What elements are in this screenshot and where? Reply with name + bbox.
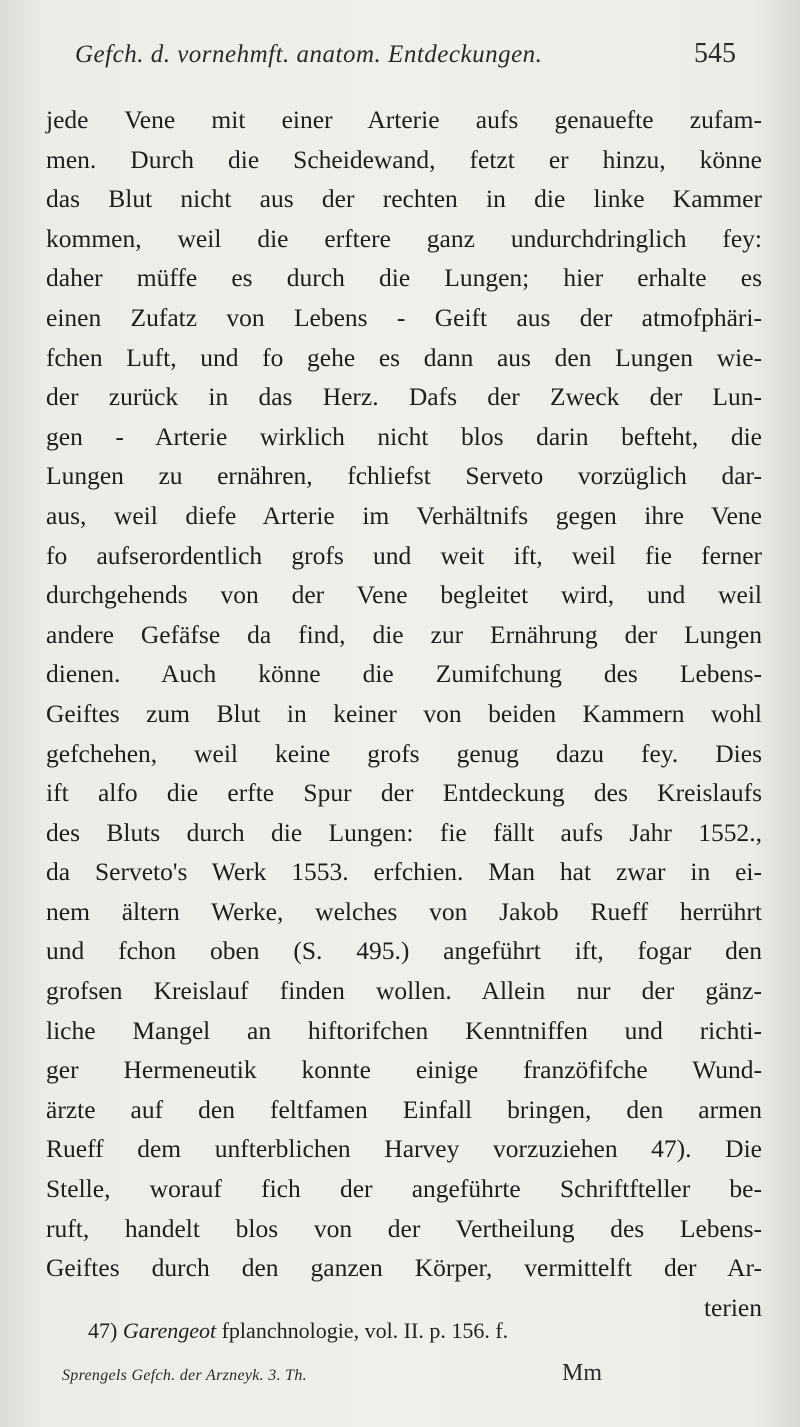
text-line: das Blut nicht aus der rechten in die linke Kammer [46, 184, 762, 214]
footnote-text: fplanchnologie, vol. II. p. 156. f. [221, 1318, 509, 1343]
text-line: einen Zufatz von Lebens - Geift aus der atmofphäri- [46, 302, 762, 332]
text-line: dienen. Auch könne die Zumifchung des Lebens- [46, 659, 762, 689]
footnote-author: Garengeot [122, 1318, 217, 1343]
text-line: ift alfo die erfte Spur der Entdeckung des Kreislaufs [46, 778, 762, 808]
running-head: Gefch. d. vornehmft. anatom. Entdeckungen. [75, 41, 543, 68]
text-line: andere Gefäfse da find, die zur Ernährung der Lungen [46, 619, 762, 649]
sheet-signature: Sprengels Gefch. der Arzneyk. 3. Th. [62, 1367, 307, 1384]
text-line: fchen Luft, und fo gehe es dann aus den Lungen wie- [46, 342, 762, 372]
page-number: 545 [694, 38, 736, 69]
page-header [75, 38, 736, 78]
text-line: kommen, weil die erftere ganz undurchdringlich fey: [46, 223, 762, 253]
text-line: des Bluts durch die Lungen: fie fällt aufs Jahr 1552., [46, 817, 762, 847]
text-line: da Serveto's Werk 1553. erfchien. Man hat zwar in ei- [46, 857, 762, 887]
footnote-number: 47) [88, 1318, 118, 1343]
text-line: Stelle, worauf fich der angeführte Schriftfteller be- [46, 1174, 762, 1204]
text-line: grofsen Kreislauf finden wollen. Allein nur der gänz- [46, 976, 762, 1006]
catchword: terien [703, 1292, 762, 1322]
text-line: Geiftes zum Blut in keiner von beiden Kammern wohl [46, 698, 762, 728]
text-line: ger Hermeneutik konnte einige franzöfifche Wund- [46, 1055, 762, 1085]
text-line: ruft, handelt blos von der Vertheilung des Lebens- [46, 1213, 762, 1243]
text-line: daher müffe es durch die Lungen; hier erhalte es [46, 263, 762, 293]
text-line: gen - Arterie wirklich nicht blos darin befteht, die [46, 421, 762, 451]
text-line: men. Durch die Scheidewand, fetzt er hinzu, könne [46, 144, 762, 174]
text-line: und fchon oben (S. 495.) angeführt ift, fogar den [46, 936, 762, 966]
signature-row [62, 1360, 602, 1387]
text-line: nem ältern Werke, welches von Jakob Rueff herrührt [46, 896, 762, 926]
footnote [88, 1318, 508, 1344]
text-line: Rueff dem unfterblichen Harvey vorzuziehen 47). Die [46, 1134, 762, 1164]
text-line: jede Vene mit einer Arterie aufs genauefte zufam- [46, 105, 762, 134]
text-line: ärzte auf den feltfamen Einfall bringen, den armen [46, 1094, 762, 1124]
text-line: der zurück in das Herz. Dafs der Zweck der Lun- [46, 382, 762, 412]
text-line: Lungen zu ernähren, fchliefst Serveto vorzüglich dar- [46, 461, 762, 491]
text-line: gefchehen, weil keine grofs genug dazu fey. Dies [46, 738, 762, 768]
text-line: Geiftes durch den ganzen Körper, vermittelft der Ar- [46, 1253, 762, 1283]
text-line: aus, weil diefe Arterie im Verhältnifs gegen ihre Vene [46, 500, 762, 530]
text-line: fo aufserordentlich grofs und weit ift, weil fie ferner [46, 540, 762, 570]
body-text [46, 100, 762, 1327]
text-line: liche Mangel an hiftorifchen Kenntniffen und richti- [46, 1015, 762, 1045]
sheet-mark: Mm [561, 1360, 602, 1386]
text-line: durchgehends von der Vene begleitet wird, und weil [46, 580, 762, 610]
